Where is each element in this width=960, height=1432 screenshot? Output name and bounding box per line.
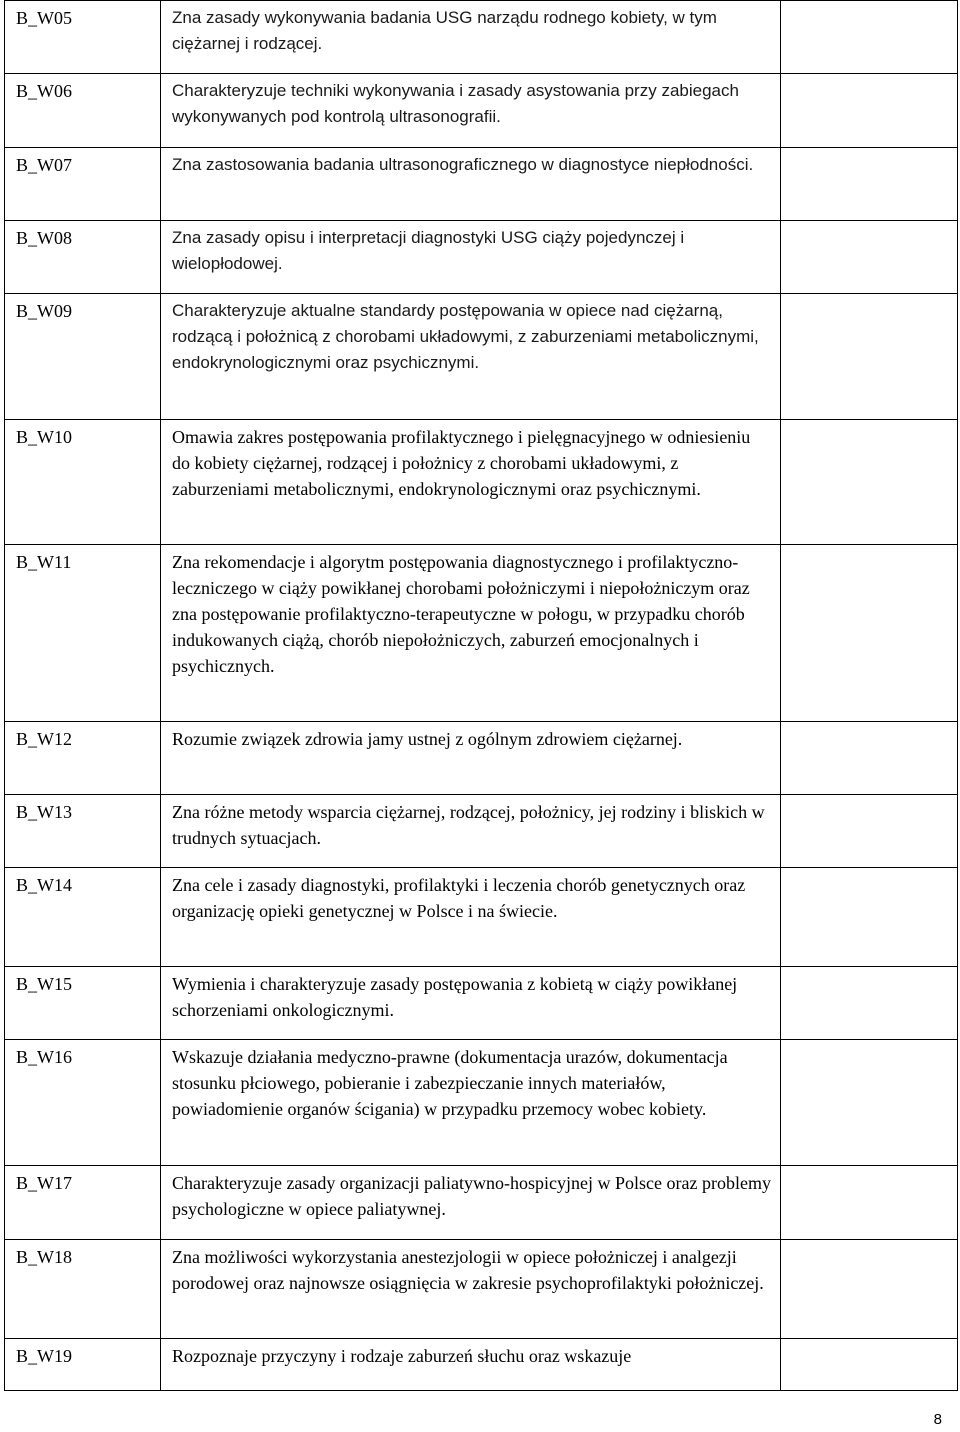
table-row [5, 74, 958, 148]
empty-cell [781, 1339, 958, 1391]
learning-outcomes-table [4, 0, 958, 1391]
outcome-code: B_W14 [5, 868, 161, 967]
empty-cell [781, 74, 958, 148]
empty-cell [781, 148, 958, 221]
table-body [5, 1, 958, 1391]
outcome-code: B_W16 [5, 1040, 161, 1166]
outcome-description: Wymienia i charakteryzuje zasady postępowania z kobietą w ciąży powikłanej schorzeniami onkologicznymi. [161, 967, 781, 1040]
outcome-code: B_W05 [5, 1, 161, 74]
table-row [5, 722, 958, 795]
outcome-code: B_W08 [5, 221, 161, 294]
empty-cell [781, 545, 958, 722]
empty-cell [781, 221, 958, 294]
table-row [5, 868, 958, 967]
outcome-description: Zna zasady wykonywania badania USG narządu rodnego kobiety, w tym ciężarnej i rodzącej. [161, 1, 781, 74]
outcome-description: Zna możliwości wykorzystania anestezjologii w opiece położniczej i analgezji porodowej oraz najnowsze osiągnięcia w zakresie psychoprofilaktyki położniczej. [161, 1240, 781, 1339]
outcome-description: Zna rekomendacje i algorytm postępowania diagnostycznego i profilaktyczno-leczniczego w ciąży powikłanej chorobami położniczymi i niepołożniczym oraz zna postępowanie profilaktyczno-terapeutyczne w połogu, w przypadku chorób indukowanych ciążą, chorób niepołożniczych, zaburzeń emocjonalnych i psychicznych. [161, 545, 781, 722]
table-row [5, 1339, 958, 1391]
empty-cell [781, 967, 958, 1040]
empty-cell [781, 1166, 958, 1240]
table-row [5, 795, 958, 868]
outcome-code: B_W15 [5, 967, 161, 1040]
outcome-code: B_W06 [5, 74, 161, 148]
table-row [5, 1040, 958, 1166]
outcome-code: B_W19 [5, 1339, 161, 1391]
outcome-code: B_W17 [5, 1166, 161, 1240]
table-row [5, 967, 958, 1040]
outcome-code: B_W13 [5, 795, 161, 868]
empty-cell [781, 1040, 958, 1166]
empty-cell [781, 795, 958, 868]
outcome-description: Rozumie związek zdrowia jamy ustnej z ogólnym zdrowiem ciężarnej. [161, 722, 781, 795]
outcome-code: B_W09 [5, 294, 161, 420]
empty-cell [781, 420, 958, 545]
empty-cell [781, 722, 958, 795]
table-row [5, 1, 958, 74]
outcome-description: Zna cele i zasady diagnostyki, profilaktyki i leczenia chorób genetycznych oraz organizację opieki genetycznej w Polsce i na świecie. [161, 868, 781, 967]
empty-cell [781, 294, 958, 420]
outcome-description: Zna różne metody wsparcia ciężarnej, rodzącej, położnicy, jej rodziny i bliskich w trudnych sytuacjach. [161, 795, 781, 868]
outcome-description: Charakteryzuje aktualne standardy postępowania w opiece nad ciężarną, rodzącą i położnicą z chorobami układowymi, z zaburzeniami metabolicznymi, endokrynologicznymi oraz psychicznymi. [161, 294, 781, 420]
empty-cell [781, 868, 958, 967]
table-row [5, 1240, 958, 1339]
table-row [5, 420, 958, 545]
outcome-description: Wskazuje działania medyczno-prawne (dokumentacja urazów, dokumentacja stosunku płciowego, pobieranie i zabezpieczanie innych materiałów, powiadomienie organów ścigania) w przypadku przemocy wobec kobiety. [161, 1040, 781, 1166]
outcome-code: B_W11 [5, 545, 161, 722]
outcome-code: B_W07 [5, 148, 161, 221]
table-row [5, 545, 958, 722]
outcome-code: B_W10 [5, 420, 161, 545]
outcome-code: B_W18 [5, 1240, 161, 1339]
outcome-description: Omawia zakres postępowania profilaktycznego i pielęgnacyjnego w odniesieniu do kobiety ciężarnej, rodzącej i położnicy z chorobami układowymi, z zaburzeniami metabolicznymi, endokrynologicznymi oraz psychicznymi. [161, 420, 781, 545]
outcome-description: Charakteryzuje techniki wykonywania i zasady asystowania przy zabiegach wykonywanych pod kontrolą ultrasonografii. [161, 74, 781, 148]
empty-cell [781, 1240, 958, 1339]
outcome-description: Rozpoznaje przyczyny i rodzaje zaburzeń słuchu oraz wskazuje [161, 1339, 781, 1391]
outcome-description: Zna zasady opisu i interpretacji diagnostyki USG ciąży pojedynczej i wielopłodowej. [161, 221, 781, 294]
table-row [5, 1166, 958, 1240]
empty-cell [781, 1, 958, 74]
table-row [5, 221, 958, 294]
table-row [5, 294, 958, 420]
outcome-description: Charakteryzuje zasady organizacji paliatywno-hospicyjnej w Polsce oraz problemy psychologiczne w opiece paliatywnej. [161, 1166, 781, 1240]
outcome-description: Zna zastosowania badania ultrasonograficznego w diagnostyce niepłodności. [161, 148, 781, 221]
outcome-code: B_W12 [5, 722, 161, 795]
page-number: 8 [933, 1411, 942, 1428]
table-row [5, 148, 958, 221]
